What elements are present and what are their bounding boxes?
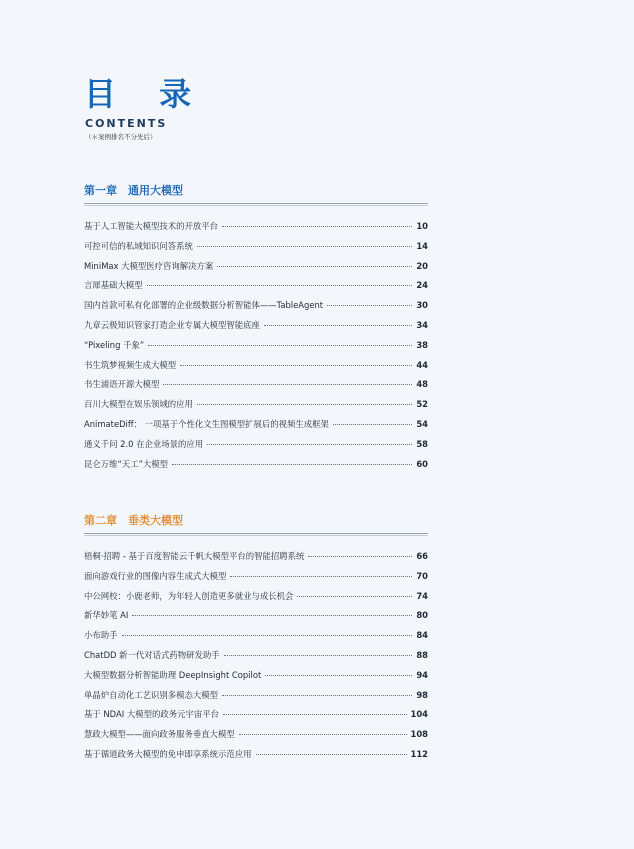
- toc-entry-title: 书生筑梦视频生成大模型: [84, 359, 177, 370]
- toc-entry-page: 24: [416, 280, 428, 291]
- toc-entry-page: 94: [416, 669, 428, 680]
- toc-entry-title: 基于人工智能大模型技术的开放平台: [84, 221, 218, 231]
- toc-entry[interactable]: [84, 240, 428, 260]
- toc-entry[interactable]: [84, 418, 428, 438]
- dot-leader: [222, 226, 412, 227]
- toc-entry-title: 言犀基础大模型: [84, 280, 143, 291]
- page-subtitle: CONTENTS: [85, 117, 168, 130]
- chapter-section: [84, 513, 428, 768]
- dot-leader: [230, 576, 412, 577]
- dot-leader: [132, 615, 412, 616]
- dot-leader: [327, 305, 412, 306]
- dot-leader: [207, 444, 412, 445]
- toc-entry-title: 大模型数据分析智能助理 DeepInsight Copilot: [84, 669, 262, 680]
- page-title: 目 录: [84, 75, 208, 113]
- toc-entry[interactable]: [84, 319, 428, 339]
- toc-entry-page: 54: [416, 418, 428, 429]
- toc-entry[interactable]: [84, 708, 428, 728]
- toc-entry[interactable]: [84, 398, 428, 418]
- toc-entry-page: 66: [416, 551, 428, 561]
- toc-entry[interactable]: [84, 299, 428, 319]
- toc-entry-page: 20: [416, 260, 428, 271]
- chapter-divider: [84, 533, 428, 536]
- toc-entry[interactable]: [84, 669, 428, 689]
- ranking-note: （＊案例排名不分先后）: [85, 133, 157, 141]
- toc-entry-page: 44: [416, 359, 428, 370]
- toc-entry[interactable]: [84, 689, 428, 709]
- toc-list: [84, 550, 428, 768]
- toc-entry-page: 70: [416, 570, 428, 581]
- dot-leader: [197, 404, 412, 405]
- toc-entry-title: 基于循道政务大模型的免申即享系统示范应用: [84, 748, 252, 759]
- toc-entry-page: 74: [416, 590, 428, 601]
- dot-leader: [224, 655, 413, 656]
- toc-entry-page: 48: [416, 379, 428, 390]
- toc-entry-title: 通义千问 2.0 在企业场景的应用: [84, 438, 204, 449]
- toc-entry[interactable]: [84, 458, 428, 478]
- toc-entry-page: 112: [410, 748, 428, 759]
- chapter-heading: 第二章 垂类大模型: [84, 514, 183, 527]
- dot-leader: [256, 754, 407, 755]
- toc-entry[interactable]: [84, 339, 428, 359]
- toc-entry-title: 单晶炉自动化工艺识别多模态大模型: [84, 689, 218, 700]
- toc-entry-page: 38: [416, 339, 428, 350]
- toc-entry[interactable]: [84, 570, 428, 590]
- toc-entry-title: 基于 NDAI 大模型的政务元宇宙平台: [84, 709, 219, 720]
- toc-entry-title: 九章云极知识管家打造企业专属大模型智能底座: [84, 319, 260, 330]
- toc-entry[interactable]: [84, 260, 428, 280]
- toc-entry[interactable]: [84, 590, 428, 610]
- toc-entry[interactable]: [84, 609, 428, 629]
- dot-leader: [265, 675, 412, 676]
- dot-leader: [223, 714, 407, 715]
- toc-entry[interactable]: [84, 649, 428, 669]
- toc-entry-page: 10: [416, 221, 428, 231]
- toc-entry-title: 新华妙笔 AI: [84, 610, 129, 621]
- toc-entry-title: MiniMax 大模型医疗咨询解决方案: [84, 260, 214, 271]
- toc-entry[interactable]: [84, 279, 428, 299]
- toc-list: [84, 220, 428, 477]
- toc-entry-title: 国内首款可私有化部署的企业级数据分析智能体——TableAgent: [84, 300, 324, 311]
- toc-entry-title: 书生浦语开源大模型: [84, 379, 160, 390]
- chapter-section: [84, 183, 428, 477]
- dot-leader: [217, 266, 412, 267]
- dot-leader: [148, 345, 412, 346]
- dot-leader: [147, 285, 413, 286]
- toc-entry[interactable]: [84, 550, 428, 570]
- dot-leader: [333, 424, 412, 425]
- toc-entry-page: 30: [416, 300, 428, 311]
- dot-leader: [172, 464, 412, 465]
- toc-entry-title: 昆仑万维“天工”大模型: [84, 458, 169, 469]
- toc-entry-page: 98: [416, 689, 428, 700]
- toc-entry-page: 52: [416, 399, 428, 410]
- toc-entry-title: 慧政大模型——面向政务服务垂直大模型: [84, 729, 235, 740]
- toc-entry[interactable]: [84, 629, 428, 649]
- toc-entry-title: ChatDD 新一代对话式药物研发助手: [84, 649, 220, 660]
- toc-entry-title: 中公网校：小鹿老师，为年轻人创造更多就业与成长机会: [84, 590, 294, 601]
- dot-leader: [239, 734, 407, 735]
- toc-entry-page: 104: [410, 709, 428, 720]
- toc-entry[interactable]: [84, 220, 428, 240]
- dot-leader: [264, 325, 412, 326]
- toc-entry-title: 梧桐·招聘 - 基于百度智能云千帆大模型平台的智能招聘系统: [84, 551, 305, 561]
- toc-entry-title: AnimateDiff： 一项基于个性化文生图模型扩展后的视频生成框架: [84, 418, 329, 429]
- toc-entry-title: “Pixeling 千象”: [84, 339, 145, 350]
- toc-entry[interactable]: [84, 359, 428, 379]
- dot-leader: [197, 246, 412, 247]
- toc-entry-title: 面向游戏行业的图像内容生成式大模型: [84, 570, 227, 581]
- toc-entry-page: 88: [416, 649, 428, 660]
- chapter-divider: [84, 203, 428, 206]
- dot-leader: [222, 695, 412, 696]
- toc-entry-title: 百川大模型在娱乐领域的应用: [84, 399, 193, 410]
- toc-entry[interactable]: [84, 378, 428, 398]
- chapter-heading: 第一章 通用大模型: [84, 184, 183, 197]
- dot-leader: [122, 635, 413, 636]
- toc-entry-page: 108: [410, 729, 428, 740]
- toc-entry[interactable]: [84, 748, 428, 768]
- toc-entry-page: 34: [416, 319, 428, 330]
- dot-leader: [297, 596, 412, 597]
- toc-entry-page: 58: [416, 438, 428, 449]
- toc-entry[interactable]: [84, 728, 428, 748]
- toc-entry-page: 14: [416, 240, 428, 251]
- toc-entry[interactable]: [84, 438, 428, 458]
- dot-leader: [163, 384, 412, 385]
- toc-entry-title: 可控可信的私域知识问答系统: [84, 240, 193, 251]
- toc-entry-title: 小布助手: [84, 630, 118, 641]
- toc-entry-page: 60: [416, 458, 428, 469]
- toc-entry-page: 80: [416, 610, 428, 621]
- dot-leader: [308, 556, 412, 557]
- toc-entry-page: 84: [416, 630, 428, 641]
- dot-leader: [180, 365, 412, 366]
